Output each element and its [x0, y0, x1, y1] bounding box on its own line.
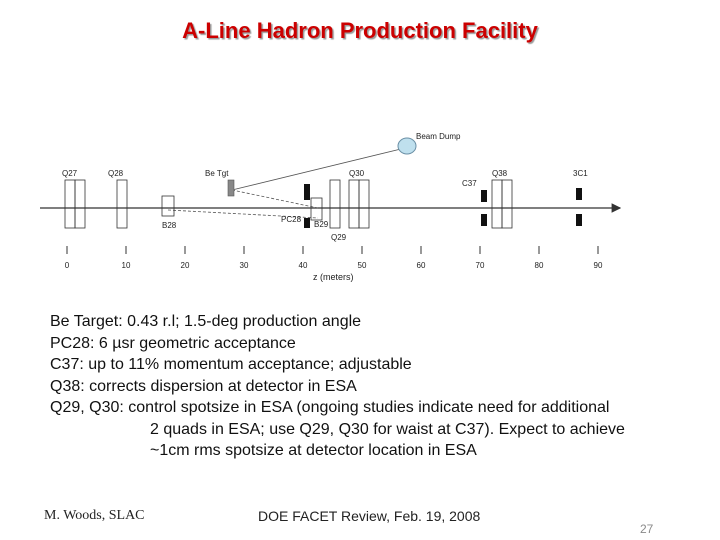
label-c37: C37 [462, 179, 477, 188]
slide-title: A-Line Hadron Production Facility [182, 18, 538, 43]
page-number: 27 [640, 522, 654, 536]
footer-author: M. Woods, SLAC [44, 508, 145, 523]
b28-magnet [162, 196, 174, 216]
bullet-q29-q30: Q29, Q30: control spotsize in ESA (ongoing studies indicate need for additional [50, 399, 610, 416]
bullet-q29-q30-cont-2: ~1cm rms spotsize at detector location in ESA [150, 442, 477, 459]
label-3c1: 3C1 [573, 169, 588, 178]
z-tick-label: 70 [475, 261, 485, 270]
bullet-c37: C37: up to 11% momentum acceptance; adjustable [50, 356, 412, 373]
z-tick-label: 90 [593, 261, 603, 270]
q38-magnet-b [502, 180, 512, 228]
c37-collimator-upper [481, 190, 487, 202]
footer-event: DOE FACET Review, Feb. 19, 2008 [258, 508, 481, 524]
label-q38: Q38 [492, 169, 508, 178]
z-tick-label: 80 [534, 261, 544, 270]
q30-magnet-b [359, 180, 369, 228]
q27-magnet-b [75, 180, 85, 228]
be-target [228, 180, 234, 196]
c1-collimator-lower [576, 214, 582, 226]
bullet-be-target: Be Target: 0.43 r.l; 1.5-deg production angle [50, 313, 362, 330]
label-b29: B29 [314, 220, 329, 229]
dump-line [232, 148, 405, 190]
z-tick-label: 40 [298, 261, 308, 270]
z-axis-ticks [65, 246, 603, 270]
q30-magnet-a [349, 180, 359, 228]
label-b28: B28 [162, 221, 177, 230]
z-tick-label: 0 [64, 261, 70, 270]
label-beam-dump: Beam Dump [416, 132, 461, 141]
z-tick-label: 30 [239, 261, 249, 270]
label-q28: Q28 [108, 169, 124, 178]
c1-collimator-upper [576, 188, 582, 200]
beam-dump-symbol [398, 138, 416, 154]
c37-collimator-lower [481, 214, 487, 226]
bullet-q38: Q38: corrects dispersion at detector in ESA [50, 377, 357, 395]
bullet-pc28: PC28: 6 µsr geometric acceptance [50, 334, 296, 352]
q29-magnet [330, 180, 340, 228]
label-be-tgt: Be Tgt [205, 169, 229, 178]
axis-title: z (meters) [313, 272, 354, 282]
z-tick-label: 50 [357, 261, 367, 270]
pc28-collimator-lower [304, 218, 310, 228]
z-tick-label: 10 [121, 261, 131, 270]
label-q30: Q30 [349, 169, 365, 178]
label-pc28: PC28 [281, 215, 302, 224]
z-tick-label: 20 [180, 261, 190, 270]
pc28-collimator-upper [304, 184, 310, 200]
q27-magnet-a [65, 180, 75, 228]
label-q27: Q27 [62, 169, 78, 178]
z-tick-label: 60 [416, 261, 426, 270]
bullet-list [50, 311, 700, 462]
q28-magnet [117, 180, 127, 228]
bullet-q29-q30-cont-1: 2 quads in ESA; use Q29, Q30 for waist at C37). Expect to achieve [150, 420, 625, 438]
b29-magnet [311, 198, 322, 220]
label-q29: Q29 [331, 233, 347, 242]
q38-magnet-a [492, 180, 502, 228]
